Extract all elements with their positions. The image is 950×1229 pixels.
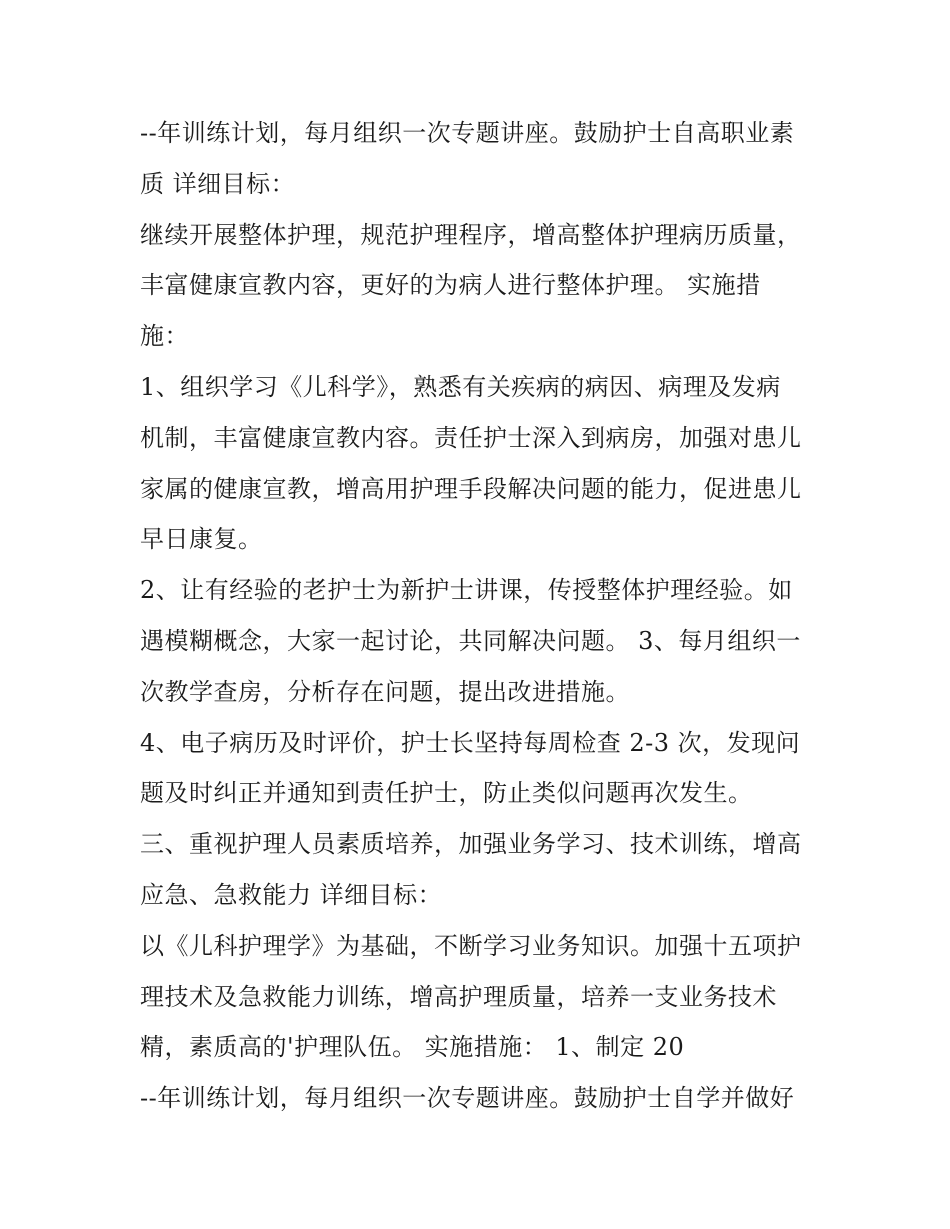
text-line: 质 详细目标： — [140, 169, 296, 198]
text-line: 三、重视护理人员素质培养，加强业务学习、技术训练，增高 — [140, 830, 802, 859]
text-line: 早日康复。 — [140, 525, 263, 554]
text-line: 1、组织学习《儿科学》，熟悉有关疾病的病因、病理及发病 — [140, 372, 781, 401]
text-line: 继续开展整体护理，规范护理程序，增高整体护理病历质量， — [140, 220, 802, 249]
text-line: 精，素质高的'护理队伍。 实施措施： 1、制定 20 — [140, 1033, 685, 1062]
text-line: 题及时纠正并通知到责任护士，防止类似问题再次发生。 — [140, 779, 753, 808]
text-line: 机制，丰富健康宣教内容。责任护士深入到病房，加强对患儿 — [140, 423, 802, 452]
text-line: 2、让有经验的老护士为新护士讲课，传授整体护理经验。如 — [140, 576, 793, 605]
text-line: 次教学查房，分析存在问题，提出改进措施。 — [140, 677, 630, 706]
text-line: --年训练计划，每月组织一次专题讲座。鼓励护士自学并做好 — [140, 1084, 795, 1113]
text-line: 家属的健康宣教，增高用护理手段解决问题的能力，促进患儿 — [140, 474, 802, 503]
text-line: 理技术及急救能力训练，增高护理质量，培养一支业务技术 — [140, 982, 777, 1011]
body-text — [140, 108, 820, 1124]
text-line: 施： — [140, 322, 189, 351]
text-line: 以《儿科护理学》为基础，不断学习业务知识。加强十五项护 — [140, 931, 802, 960]
text-line: 遇模糊概念，大家一起讨论，共同解决问题。 3、每月组织一 — [140, 626, 801, 655]
text-line: --年训练计划，每月组织一次专题讲座。鼓励护士自高职业素 — [140, 119, 795, 147]
text-line: 丰富健康宣教内容，更好的为病人进行整体护理。 实施措 — [140, 271, 761, 300]
text-line: 4、电子病历及时评价，护士长坚持每周检查 2-3 次，发现问 — [140, 728, 801, 757]
text-line: 应急、急救能力 详细目标： — [140, 880, 443, 909]
